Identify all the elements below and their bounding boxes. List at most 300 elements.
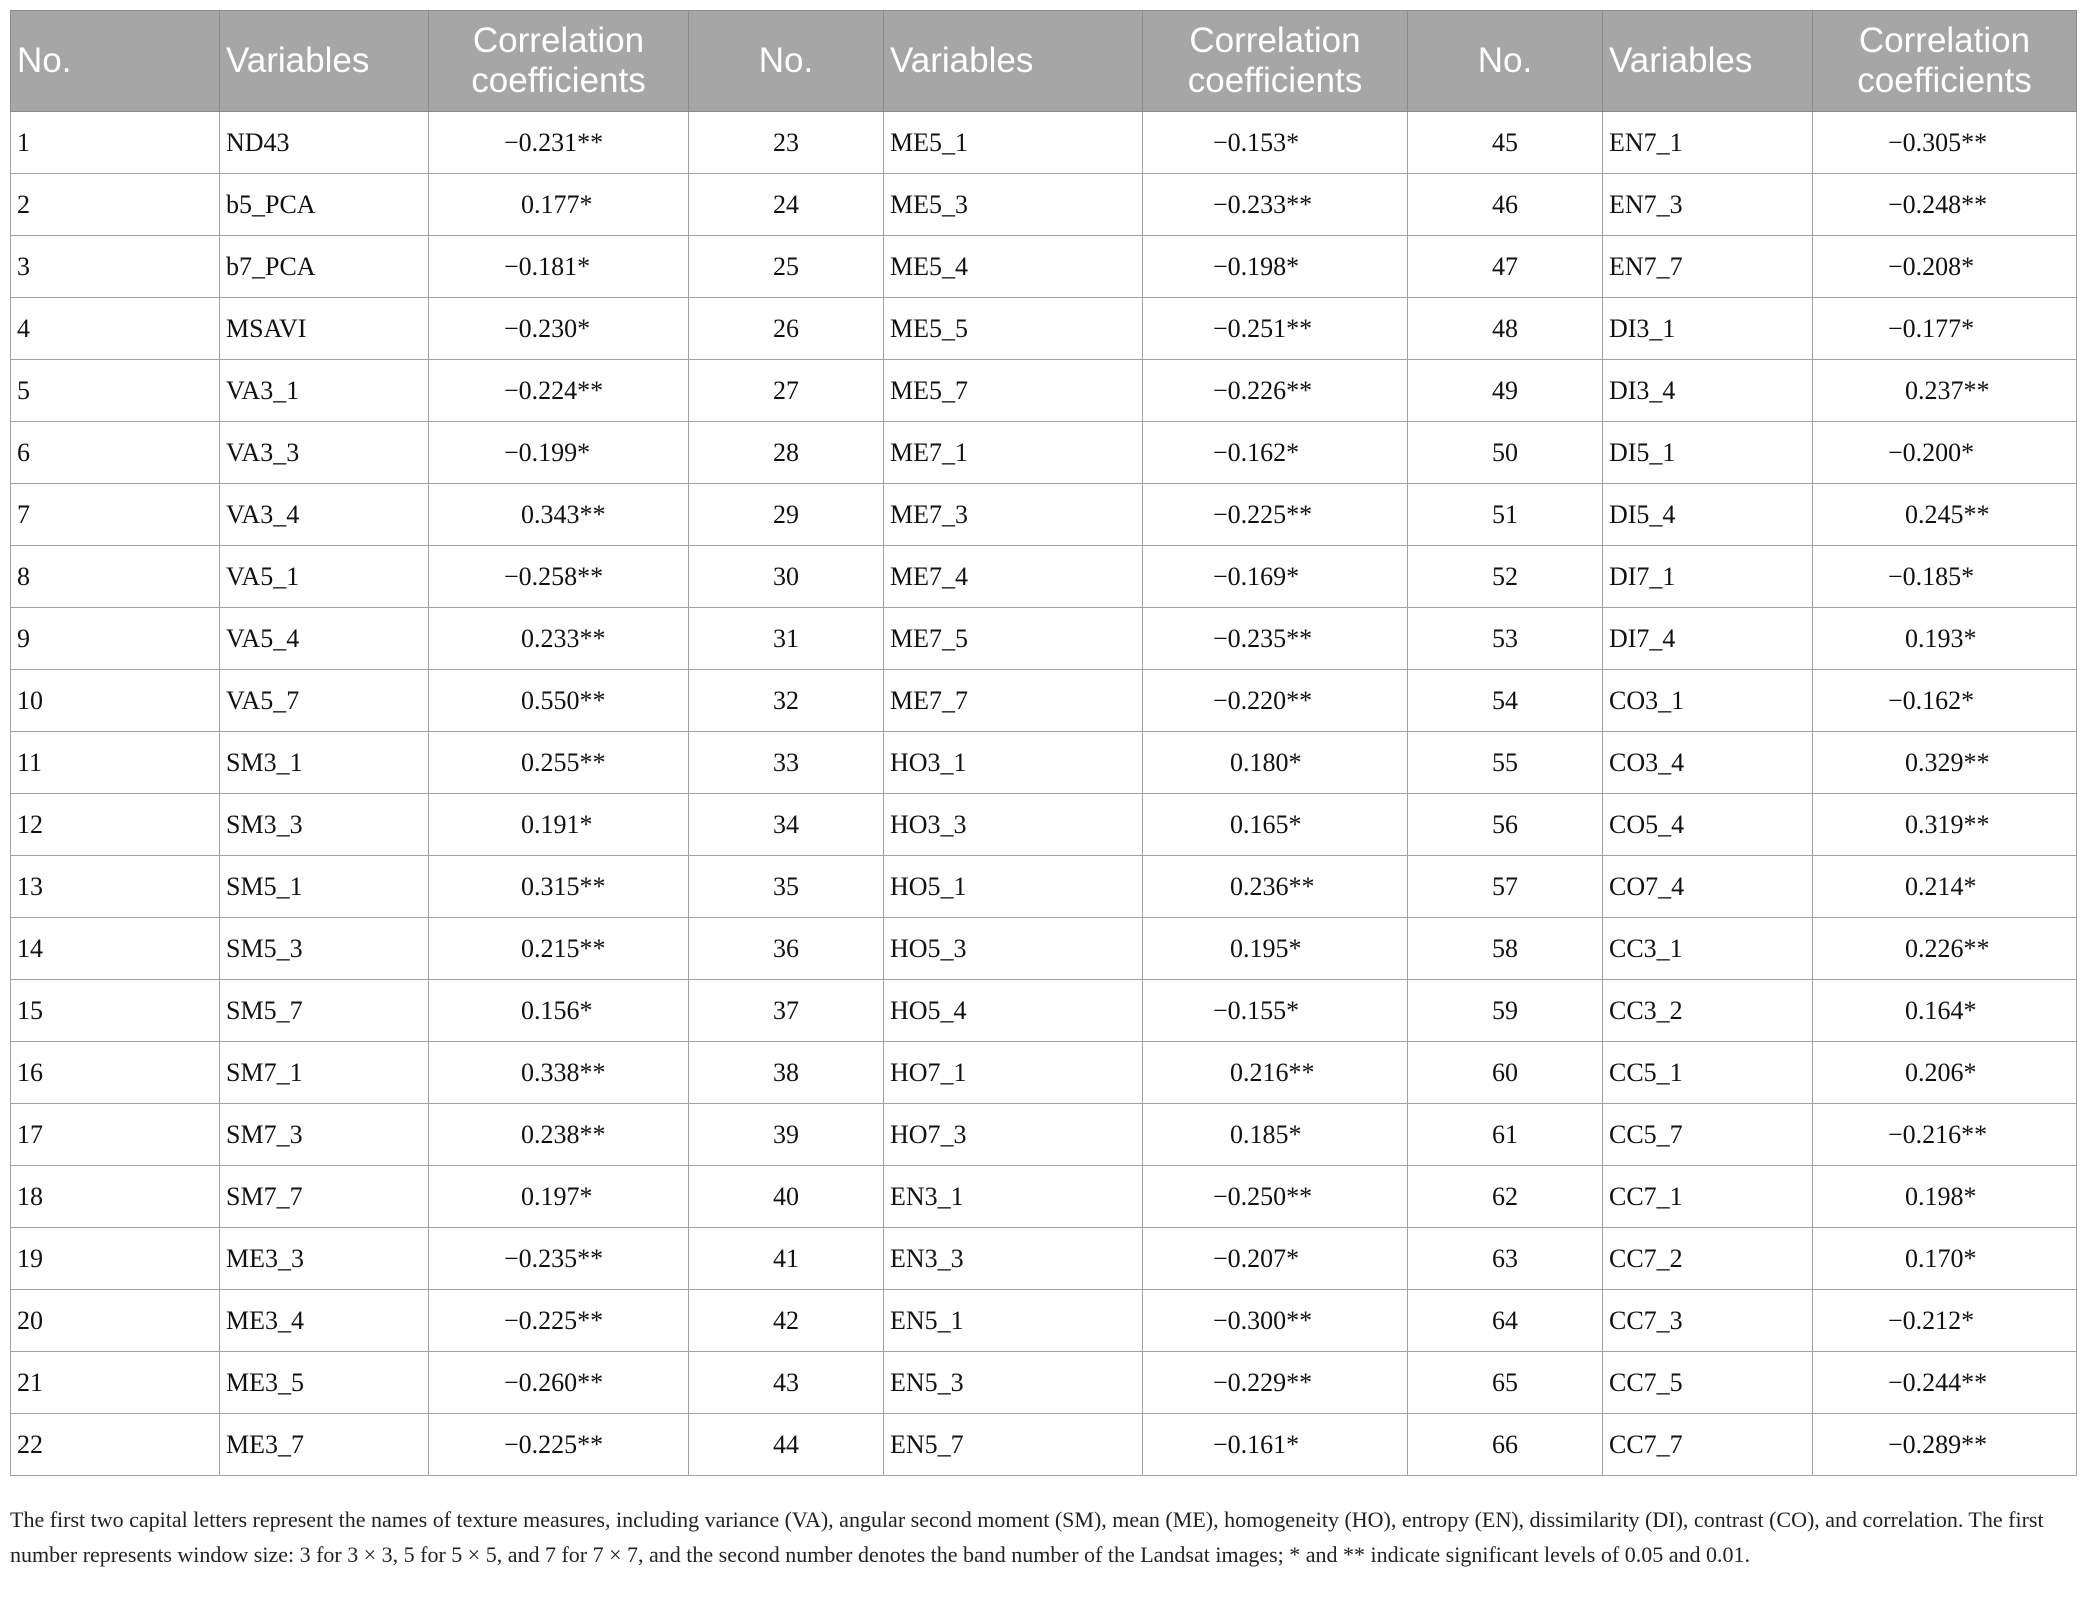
cell-variable: EN3_3 — [884, 1228, 1143, 1290]
cell-variable: DI5_1 — [1603, 422, 1813, 484]
cell-variable: HO3_1 — [884, 732, 1143, 794]
correlation-table — [10, 10, 2077, 1476]
cell-correlation — [1143, 1352, 1408, 1414]
cell-variable: VA5_7 — [220, 670, 429, 732]
correlation-value: −0.235** — [504, 1243, 604, 1273]
cell-no: 13 — [11, 856, 220, 918]
correlation-value: 0.214* — [1905, 871, 1977, 901]
cell-variable: CC7_1 — [1603, 1166, 1813, 1228]
correlation-value: 0.197* — [521, 1181, 593, 1211]
cell-no: 16 — [11, 1042, 220, 1104]
table-row — [11, 360, 2077, 422]
cell-correlation — [429, 1042, 689, 1104]
cell-variable: ME7_5 — [884, 608, 1143, 670]
cell-variable: CC3_2 — [1603, 980, 1813, 1042]
correlation-value: 0.185* — [1230, 1119, 1302, 1149]
correlation-value: 0.226** — [1905, 933, 1990, 963]
cell-correlation — [1143, 670, 1408, 732]
cell-correlation — [1813, 1352, 2077, 1414]
cell-variable: ME5_7 — [884, 360, 1143, 422]
correlation-value: −0.162* — [1213, 437, 1300, 467]
table-body — [11, 112, 2077, 1476]
cell-correlation — [1813, 422, 2077, 484]
correlation-value: −0.200* — [1888, 437, 1975, 467]
correlation-value: −0.161* — [1213, 1429, 1300, 1459]
cell-no: 57 — [1408, 856, 1603, 918]
correlation-value: 0.206* — [1905, 1057, 1977, 1087]
cell-no: 32 — [689, 670, 884, 732]
cell-no: 58 — [1408, 918, 1603, 980]
cell-correlation — [1143, 608, 1408, 670]
correlation-value: 0.255** — [521, 747, 606, 777]
cell-no: 50 — [1408, 422, 1603, 484]
table-row — [11, 918, 2077, 980]
cell-correlation — [1813, 670, 2077, 732]
cell-variable: EN7_1 — [1603, 112, 1813, 174]
correlation-value: −0.235** — [1213, 623, 1313, 653]
cell-no: 40 — [689, 1166, 884, 1228]
cell-no: 56 — [1408, 794, 1603, 856]
cell-no: 63 — [1408, 1228, 1603, 1290]
cell-correlation — [1143, 1166, 1408, 1228]
correlation-value: 0.245** — [1905, 499, 1990, 529]
table-row — [11, 980, 2077, 1042]
cell-correlation — [1813, 732, 2077, 794]
cell-no: 60 — [1408, 1042, 1603, 1104]
cell-variable: EN5_7 — [884, 1414, 1143, 1476]
cell-variable: EN3_1 — [884, 1166, 1143, 1228]
correlation-value: −0.212* — [1888, 1305, 1975, 1335]
header-correlation-3: Correlation coefficients — [1813, 11, 2077, 112]
cell-variable: VA3_3 — [220, 422, 429, 484]
cell-correlation — [1143, 360, 1408, 422]
table-row — [11, 484, 2077, 546]
cell-variable: HO5_1 — [884, 856, 1143, 918]
cell-no: 21 — [11, 1352, 220, 1414]
cell-correlation — [1813, 856, 2077, 918]
cell-variable: ME3_3 — [220, 1228, 429, 1290]
correlation-value: 0.233** — [521, 623, 606, 653]
cell-no: 18 — [11, 1166, 220, 1228]
cell-correlation — [1143, 1414, 1408, 1476]
cell-variable: ME7_4 — [884, 546, 1143, 608]
table-row — [11, 236, 2077, 298]
correlation-value: −0.260** — [504, 1367, 604, 1397]
cell-no: 8 — [11, 546, 220, 608]
cell-variable: HO7_1 — [884, 1042, 1143, 1104]
cell-correlation — [1813, 298, 2077, 360]
correlation-value: 0.315** — [521, 871, 606, 901]
cell-no: 31 — [689, 608, 884, 670]
cell-no: 61 — [1408, 1104, 1603, 1166]
cell-correlation — [429, 298, 689, 360]
header-row — [11, 11, 2077, 112]
cell-correlation — [1143, 794, 1408, 856]
cell-no: 28 — [689, 422, 884, 484]
cell-variable: ME7_3 — [884, 484, 1143, 546]
correlation-value: −0.251** — [1213, 313, 1313, 343]
cell-no: 51 — [1408, 484, 1603, 546]
cell-no: 38 — [689, 1042, 884, 1104]
cell-correlation — [429, 1414, 689, 1476]
correlation-value: −0.305** — [1888, 127, 1988, 157]
cell-variable: b5_PCA — [220, 174, 429, 236]
table-row — [11, 546, 2077, 608]
header-no-3: No. — [1408, 11, 1603, 112]
cell-no: 42 — [689, 1290, 884, 1352]
cell-correlation — [429, 174, 689, 236]
cell-no: 19 — [11, 1228, 220, 1290]
cell-correlation — [429, 1228, 689, 1290]
cell-variable: VA3_4 — [220, 484, 429, 546]
cell-no: 22 — [11, 1414, 220, 1476]
cell-variable: b7_PCA — [220, 236, 429, 298]
header-correlation-1: Correlation coefficients — [429, 11, 689, 112]
cell-correlation — [1813, 360, 2077, 422]
correlation-value: 0.216** — [1230, 1057, 1315, 1087]
cell-no: 7 — [11, 484, 220, 546]
cell-variable: CO3_1 — [1603, 670, 1813, 732]
cell-no: 12 — [11, 794, 220, 856]
correlation-value: 0.180* — [1230, 747, 1302, 777]
cell-correlation — [1813, 918, 2077, 980]
cell-correlation — [429, 546, 689, 608]
cell-no: 27 — [689, 360, 884, 422]
cell-variable: ME7_7 — [884, 670, 1143, 732]
cell-correlation — [429, 670, 689, 732]
header-correlation-2: Correlation coefficients — [1143, 11, 1408, 112]
correlation-value: 0.193* — [1905, 623, 1977, 653]
cell-correlation — [429, 1104, 689, 1166]
cell-no: 64 — [1408, 1290, 1603, 1352]
cell-correlation — [429, 608, 689, 670]
correlation-value: 0.215** — [521, 933, 606, 963]
cell-no: 35 — [689, 856, 884, 918]
correlation-value: −0.220** — [1213, 685, 1313, 715]
cell-no: 20 — [11, 1290, 220, 1352]
correlation-value: −0.216** — [1888, 1119, 1988, 1149]
correlation-value: −0.207* — [1213, 1243, 1300, 1273]
cell-variable: CC7_5 — [1603, 1352, 1813, 1414]
correlation-value: −0.229** — [1213, 1367, 1313, 1397]
cell-no: 37 — [689, 980, 884, 1042]
table-row — [11, 1290, 2077, 1352]
header-variables-1: Variables — [220, 11, 429, 112]
cell-variable: ND43 — [220, 112, 429, 174]
correlation-value: −0.169* — [1213, 561, 1300, 591]
correlation-value: −0.250** — [1213, 1181, 1313, 1211]
cell-variable: ME7_1 — [884, 422, 1143, 484]
table-row — [11, 608, 2077, 670]
cell-correlation — [429, 1290, 689, 1352]
cell-correlation — [1813, 236, 2077, 298]
cell-variable: ME3_4 — [220, 1290, 429, 1352]
cell-correlation — [1813, 1414, 2077, 1476]
cell-variable: SM3_3 — [220, 794, 429, 856]
cell-variable: CC7_7 — [1603, 1414, 1813, 1476]
table-container — [10, 10, 2076, 1476]
header-no-1: No. — [11, 11, 220, 112]
cell-correlation — [429, 1166, 689, 1228]
correlation-value: −0.198* — [1213, 251, 1300, 281]
cell-no: 55 — [1408, 732, 1603, 794]
cell-no: 17 — [11, 1104, 220, 1166]
cell-correlation — [429, 360, 689, 422]
cell-variable: ME5_1 — [884, 112, 1143, 174]
cell-no: 43 — [689, 1352, 884, 1414]
table-row — [11, 1414, 2077, 1476]
cell-no: 9 — [11, 608, 220, 670]
cell-correlation — [1813, 174, 2077, 236]
cell-variable: SM7_1 — [220, 1042, 429, 1104]
cell-variable: SM3_1 — [220, 732, 429, 794]
correlation-value: −0.289** — [1888, 1429, 1988, 1459]
cell-correlation — [1813, 980, 2077, 1042]
table-row — [11, 1042, 2077, 1104]
cell-no: 46 — [1408, 174, 1603, 236]
correlation-value: −0.225** — [504, 1429, 604, 1459]
correlation-value: 0.177* — [521, 189, 593, 219]
table-row — [11, 794, 2077, 856]
cell-correlation — [429, 856, 689, 918]
cell-correlation — [1143, 298, 1408, 360]
table-row — [11, 732, 2077, 794]
table-row — [11, 1166, 2077, 1228]
table-row — [11, 1228, 2077, 1290]
cell-variable: VA5_1 — [220, 546, 429, 608]
cell-correlation — [429, 422, 689, 484]
correlation-value: −0.224** — [504, 375, 604, 405]
cell-variable: SM5_3 — [220, 918, 429, 980]
cell-no: 49 — [1408, 360, 1603, 422]
correlation-value: −0.258** — [504, 561, 604, 591]
cell-correlation — [1143, 1104, 1408, 1166]
correlation-value: −0.153* — [1213, 127, 1300, 157]
table-row — [11, 298, 2077, 360]
cell-correlation — [1813, 484, 2077, 546]
correlation-value: 0.236** — [1230, 871, 1315, 901]
cell-correlation — [1143, 546, 1408, 608]
cell-correlation — [1813, 608, 2077, 670]
cell-variable: DI7_4 — [1603, 608, 1813, 670]
cell-no: 15 — [11, 980, 220, 1042]
cell-variable: DI3_1 — [1603, 298, 1813, 360]
cell-correlation — [429, 794, 689, 856]
cell-variable: VA5_4 — [220, 608, 429, 670]
cell-no: 1 — [11, 112, 220, 174]
cell-correlation — [1143, 918, 1408, 980]
cell-variable: CC3_1 — [1603, 918, 1813, 980]
cell-variable: MSAVI — [220, 298, 429, 360]
correlation-value: −0.231** — [504, 127, 604, 157]
correlation-value: 0.238** — [521, 1119, 606, 1149]
cell-variable: CO3_4 — [1603, 732, 1813, 794]
correlation-value: −0.177* — [1888, 313, 1975, 343]
cell-correlation — [1813, 112, 2077, 174]
cell-correlation — [1143, 1290, 1408, 1352]
cell-variable: DI5_4 — [1603, 484, 1813, 546]
cell-correlation — [1143, 112, 1408, 174]
cell-correlation — [1143, 174, 1408, 236]
correlation-value: −0.226** — [1213, 375, 1313, 405]
cell-no: 45 — [1408, 112, 1603, 174]
cell-variable: CC7_3 — [1603, 1290, 1813, 1352]
cell-no: 11 — [11, 732, 220, 794]
correlation-value: −0.300** — [1213, 1305, 1313, 1335]
cell-variable: SM5_1 — [220, 856, 429, 918]
cell-no: 10 — [11, 670, 220, 732]
cell-correlation — [1143, 856, 1408, 918]
cell-no: 26 — [689, 298, 884, 360]
correlation-value: 0.170* — [1905, 1243, 1977, 1273]
cell-no: 52 — [1408, 546, 1603, 608]
table-footnote: The first two capital letters represent the names of texture measures, including variance (VA), angular second moment (SM), mean (ME), homogeneity (HO), entropy (EN), dissimilarity (DI), contrast (CO), and correlation. The first number represents window size: 3 for 3 × 3, 5 for 5 × 5, and 7 for 7 × 7, and the second number denotes the band number of the Landsat images; * and ** indicate significant levels of 0.05 and 0.01. — [10, 1507, 2044, 1567]
cell-no: 66 — [1408, 1414, 1603, 1476]
cell-correlation — [429, 980, 689, 1042]
cell-no: 33 — [689, 732, 884, 794]
correlation-value: 0.237** — [1905, 375, 1990, 405]
correlation-value: −0.244** — [1888, 1367, 1988, 1397]
cell-variable: SM7_7 — [220, 1166, 429, 1228]
cell-no: 3 — [11, 236, 220, 298]
header-variables-2: Variables — [884, 11, 1143, 112]
cell-variable: HO7_3 — [884, 1104, 1143, 1166]
correlation-value: 0.343** — [521, 499, 606, 529]
table-row — [11, 112, 2077, 174]
correlation-value: −0.185* — [1888, 561, 1975, 591]
cell-variable: ME3_5 — [220, 1352, 429, 1414]
cell-no: 30 — [689, 546, 884, 608]
cell-no: 4 — [11, 298, 220, 360]
correlation-value: −0.233** — [1213, 189, 1313, 219]
correlation-value: 0.198* — [1905, 1181, 1977, 1211]
cell-correlation — [1813, 1228, 2077, 1290]
cell-variable: DI3_4 — [1603, 360, 1813, 422]
cell-no: 14 — [11, 918, 220, 980]
correlation-value: −0.155* — [1213, 995, 1300, 1025]
cell-no: 48 — [1408, 298, 1603, 360]
cell-correlation — [1143, 236, 1408, 298]
cell-no: 47 — [1408, 236, 1603, 298]
correlation-value: 0.338** — [521, 1057, 606, 1087]
cell-variable: CO5_4 — [1603, 794, 1813, 856]
cell-correlation — [1813, 1104, 2077, 1166]
table-row — [11, 1352, 2077, 1414]
cell-correlation — [1813, 546, 2077, 608]
cell-variable: EN7_7 — [1603, 236, 1813, 298]
cell-variable: CC7_2 — [1603, 1228, 1813, 1290]
correlation-value: 0.165* — [1230, 809, 1302, 839]
correlation-value: 0.195* — [1230, 933, 1302, 963]
cell-correlation — [429, 112, 689, 174]
correlation-value: −0.199* — [504, 437, 591, 467]
table-row — [11, 174, 2077, 236]
table-row — [11, 856, 2077, 918]
cell-no: 23 — [689, 112, 884, 174]
cell-correlation — [429, 918, 689, 980]
cell-correlation — [1813, 1290, 2077, 1352]
cell-correlation — [1143, 732, 1408, 794]
cell-correlation — [1143, 980, 1408, 1042]
cell-no: 39 — [689, 1104, 884, 1166]
correlation-value: 0.191* — [521, 809, 593, 839]
cell-variable: CC5_1 — [1603, 1042, 1813, 1104]
cell-correlation — [1143, 484, 1408, 546]
cell-no: 54 — [1408, 670, 1603, 732]
cell-variable: CC5_7 — [1603, 1104, 1813, 1166]
cell-variable: HO5_4 — [884, 980, 1143, 1042]
cell-no: 6 — [11, 422, 220, 484]
table-row — [11, 670, 2077, 732]
header-variables-3: Variables — [1603, 11, 1813, 112]
correlation-value: 0.550** — [521, 685, 606, 715]
cell-variable: ME5_3 — [884, 174, 1143, 236]
cell-variable: ME5_5 — [884, 298, 1143, 360]
cell-correlation — [1143, 422, 1408, 484]
correlation-value: 0.164* — [1905, 995, 1977, 1025]
cell-no: 53 — [1408, 608, 1603, 670]
cell-no: 44 — [689, 1414, 884, 1476]
correlation-value: 0.319** — [1905, 809, 1990, 839]
cell-no: 36 — [689, 918, 884, 980]
cell-variable: DI7_1 — [1603, 546, 1813, 608]
correlation-value: −0.225** — [504, 1305, 604, 1335]
cell-variable: HO5_3 — [884, 918, 1143, 980]
cell-variable: EN5_1 — [884, 1290, 1143, 1352]
cell-variable: EN7_3 — [1603, 174, 1813, 236]
cell-no: 24 — [689, 174, 884, 236]
cell-no: 29 — [689, 484, 884, 546]
correlation-value: −0.162* — [1888, 685, 1975, 715]
cell-no: 5 — [11, 360, 220, 422]
cell-no: 25 — [689, 236, 884, 298]
cell-variable: SM7_3 — [220, 1104, 429, 1166]
cell-variable: VA3_1 — [220, 360, 429, 422]
cell-no: 65 — [1408, 1352, 1603, 1414]
cell-correlation — [1813, 1166, 2077, 1228]
cell-no: 41 — [689, 1228, 884, 1290]
cell-variable: ME5_4 — [884, 236, 1143, 298]
cell-variable: SM5_7 — [220, 980, 429, 1042]
cell-variable: EN5_3 — [884, 1352, 1143, 1414]
cell-variable: CO7_4 — [1603, 856, 1813, 918]
cell-variable: ME3_7 — [220, 1414, 429, 1476]
correlation-value: 0.329** — [1905, 747, 1990, 777]
cell-correlation — [1813, 1042, 2077, 1104]
correlation-value: −0.225** — [1213, 499, 1313, 529]
header-no-2: No. — [689, 11, 884, 112]
correlation-value: −0.248** — [1888, 189, 1988, 219]
correlation-value: −0.208* — [1888, 251, 1975, 281]
cell-no: 2 — [11, 174, 220, 236]
cell-correlation — [1143, 1042, 1408, 1104]
correlation-value: −0.181* — [504, 251, 591, 281]
cell-correlation — [429, 732, 689, 794]
cell-correlation — [1813, 794, 2077, 856]
cell-no: 59 — [1408, 980, 1603, 1042]
table-row — [11, 1104, 2077, 1166]
cell-correlation — [429, 1352, 689, 1414]
cell-no: 62 — [1408, 1166, 1603, 1228]
cell-variable: HO3_3 — [884, 794, 1143, 856]
correlation-value: 0.156* — [521, 995, 593, 1025]
table-row — [11, 422, 2077, 484]
cell-correlation — [429, 236, 689, 298]
cell-no: 34 — [689, 794, 884, 856]
cell-correlation — [1143, 1228, 1408, 1290]
cell-correlation — [429, 484, 689, 546]
correlation-value: −0.230* — [504, 313, 591, 343]
